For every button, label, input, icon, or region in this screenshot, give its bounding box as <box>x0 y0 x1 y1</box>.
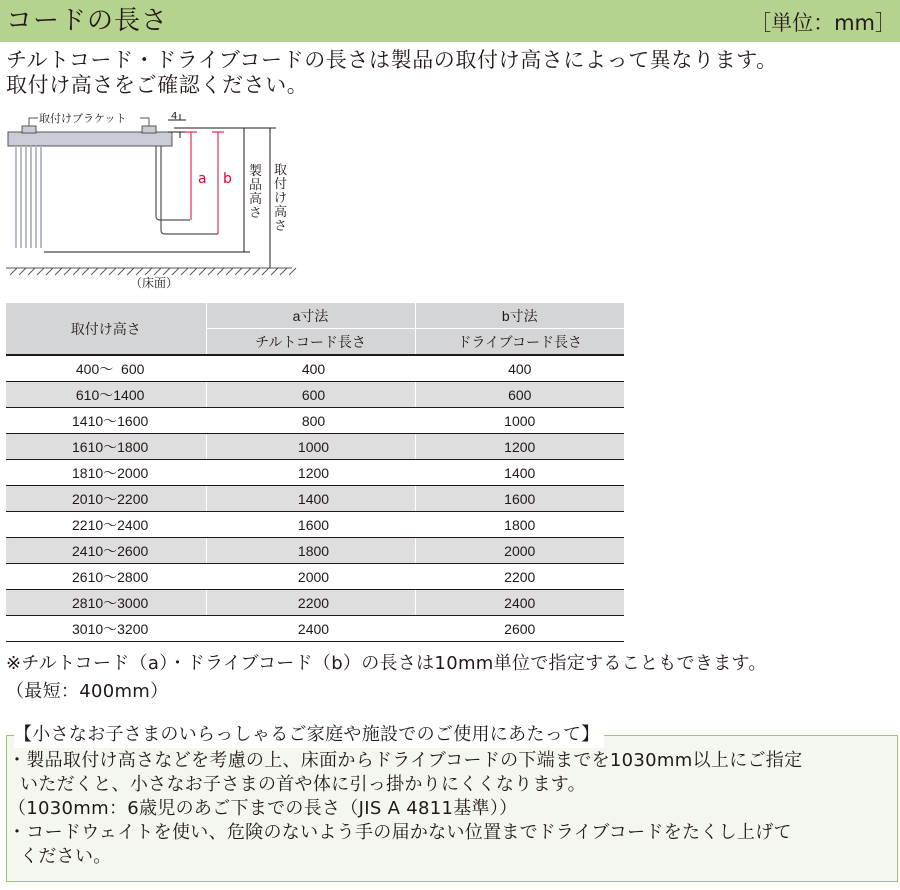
cell-tilt-cord-length: 600 <box>206 382 415 408</box>
table-row <box>6 460 624 486</box>
safety-line-3: （1030mm：6歳児のあご下までの長さ（JIS A 4811基準）） <box>8 798 518 819</box>
header-drive-cord-length: ドライブコード長さ <box>415 329 624 356</box>
floor-hatch-stroke <box>28 268 35 275</box>
floor-hatch-stroke <box>208 268 215 275</box>
safety-line-1: ・製品取付け高さなどを考慮の上、床面からドライブコードの下端までを1030mm以上にご指定 <box>8 750 803 771</box>
floor-hatch-stroke <box>262 268 269 275</box>
cell-tilt-cord-length: 1000 <box>206 434 415 460</box>
cell-mount-height: 1410～1600 <box>6 408 206 434</box>
floor-hatch-stroke <box>172 268 179 275</box>
cell-mount-height: 610～1400 <box>6 382 206 408</box>
floor-hatch-stroke <box>190 268 197 275</box>
floor-hatch-stroke <box>163 268 170 275</box>
cell-tilt-cord-length: 1400 <box>206 486 415 512</box>
safety-line-4: ・コードウェイトを使い、危険のないよう手の届かない位置までドライブコードをたくし上げて <box>8 822 792 843</box>
mount-height-char-3: け <box>274 191 288 206</box>
floor-hatch-stroke <box>235 268 242 275</box>
cell-drive-cord-length: 2600 <box>415 616 624 642</box>
floor-hatch-stroke <box>280 268 287 275</box>
floor-hatch-stroke <box>217 268 224 275</box>
table-row <box>6 616 624 642</box>
section-header <box>0 0 900 42</box>
a-dimension <box>185 132 197 220</box>
floor-hatch-stroke <box>271 268 278 275</box>
header-mount-height: 取付け高さ <box>6 303 206 355</box>
floor-hatch-stroke <box>253 268 260 275</box>
floor-hatching <box>6 268 296 275</box>
bracket-right <box>142 126 156 133</box>
cell-drive-cord-length: 1800 <box>415 512 624 538</box>
page-title: コードの長さ <box>6 6 169 36</box>
product-height-char-2: 品 <box>249 178 263 193</box>
cord-length-table <box>6 303 624 642</box>
table-row <box>6 434 624 460</box>
floor-hatch-stroke <box>118 268 125 275</box>
cell-mount-height: 2810～3000 <box>6 590 206 616</box>
cell-tilt-cord-length: 1200 <box>206 460 415 486</box>
cell-mount-height: 3010～3200 <box>6 616 206 642</box>
cell-drive-cord-length: 1000 <box>415 408 624 434</box>
floor-hatch-stroke <box>181 268 188 275</box>
bracket-callout-right <box>140 118 149 126</box>
cell-drive-cord-length: 1400 <box>415 460 624 486</box>
header-b-dimension: b寸法 <box>415 303 624 329</box>
bracket-label: 取付けブラケット <box>39 112 127 125</box>
product-height-char-1: 製 <box>249 164 263 179</box>
mount-height-char-4: 高 <box>274 205 288 220</box>
floor-hatch-stroke <box>199 268 206 275</box>
cell-drive-cord-length: 2000 <box>415 538 624 564</box>
mount-height-char-2: 付 <box>274 177 288 192</box>
product-height-dimension <box>44 128 250 252</box>
mount-height-char-5: さ <box>274 219 288 234</box>
floor-hatch-stroke <box>37 268 44 275</box>
floor-hatch-stroke <box>91 268 98 275</box>
drive-cord <box>161 146 218 234</box>
floor-hatch-stroke <box>19 268 26 275</box>
floor-hatch-stroke <box>289 268 296 275</box>
cell-mount-height: 2210～2400 <box>6 512 206 538</box>
header-a-dimension: a寸法 <box>206 303 415 329</box>
cell-mount-height: 2010～2200 <box>6 486 206 512</box>
b-label: b <box>223 171 232 187</box>
floor-label: （床面） <box>130 276 179 290</box>
product-height-char-3: 高 <box>249 192 263 207</box>
mount-height-char-1: 取 <box>274 163 288 178</box>
safety-line-5: ください。 <box>8 846 112 867</box>
cell-tilt-cord-length: 1600 <box>206 512 415 538</box>
cell-tilt-cord-length: 2000 <box>206 564 415 590</box>
floor-hatch-stroke <box>64 268 71 275</box>
cell-drive-cord-length: 1600 <box>415 486 624 512</box>
bracket-callout <box>29 118 38 126</box>
floor-hatch-stroke <box>82 268 89 275</box>
safety-line-2: いただくと、小さなお子さまの首や体に引っ掛かりにくくなります。 <box>8 774 586 795</box>
cell-tilt-cord-length: 2400 <box>206 616 415 642</box>
table-row <box>6 486 624 512</box>
cell-tilt-cord-length: 400 <box>206 355 415 382</box>
header-tilt-cord-length: チルトコード長さ <box>206 329 415 356</box>
table-row <box>6 382 624 408</box>
table-row <box>6 512 624 538</box>
cell-mount-height: 400～ 600 <box>6 355 206 382</box>
cell-mount-height: 2610～2800 <box>6 564 206 590</box>
table-row <box>6 590 624 616</box>
length-note <box>6 650 767 706</box>
intro-text <box>6 48 896 98</box>
floor-hatch-stroke <box>127 268 134 275</box>
cell-tilt-cord-length: 800 <box>206 408 415 434</box>
cell-mount-height: 1810～2000 <box>6 460 206 486</box>
note-line-1: ※チルトコード（a）・ドライブコード（b）の長さは10mm単位で指定することもできます。 <box>6 653 767 674</box>
safety-title: 【小さなお子さまのいらっしゃるご家庭や施設でのご使用にあたって】 <box>14 722 604 748</box>
floor-hatch-stroke <box>109 268 116 275</box>
note-line-2: （最短：400mm） <box>6 681 169 702</box>
table-row <box>6 408 624 434</box>
headrail <box>8 132 172 146</box>
floor-hatch-stroke <box>100 268 107 275</box>
unit-label: ［単位：mm］ <box>750 11 896 35</box>
floor-hatch-stroke <box>73 268 80 275</box>
a-label: a <box>198 171 207 187</box>
floor-hatch-stroke <box>10 268 17 275</box>
floor-hatch-stroke <box>244 268 251 275</box>
table-row <box>6 538 624 564</box>
cell-mount-height: 2410～2600 <box>6 538 206 564</box>
floor-hatch-stroke <box>55 268 62 275</box>
cell-tilt-cord-length: 1800 <box>206 538 415 564</box>
floor-hatch-stroke <box>226 268 233 275</box>
safety-body <box>8 749 802 869</box>
cell-tilt-cord-length: 2200 <box>206 590 415 616</box>
cell-drive-cord-length: 2200 <box>415 564 624 590</box>
cell-mount-height: 1610～1800 <box>6 434 206 460</box>
gap-label: 4 <box>171 111 178 122</box>
floor-hatch-stroke <box>136 268 143 275</box>
table-row <box>6 355 624 382</box>
floor-hatch-stroke <box>46 268 53 275</box>
cell-drive-cord-length: 600 <box>415 382 624 408</box>
cell-drive-cord-length: 2400 <box>415 590 624 616</box>
intro-line-1: チルトコード・ドライブコードの長さは製品の取付け高さによって異なります。 <box>6 48 778 72</box>
cord-length-diagram <box>0 100 310 296</box>
floor-hatch-stroke <box>145 268 152 275</box>
intro-line-2: 取付け高さをご確認ください。 <box>6 73 309 97</box>
floor-hatch-stroke <box>154 268 161 275</box>
product-height-char-4: さ <box>249 206 263 221</box>
bracket-left <box>22 126 36 133</box>
cell-drive-cord-length: 400 <box>415 355 624 382</box>
slats <box>16 146 41 248</box>
cell-drive-cord-length: 1200 <box>415 434 624 460</box>
table-row <box>6 564 624 590</box>
